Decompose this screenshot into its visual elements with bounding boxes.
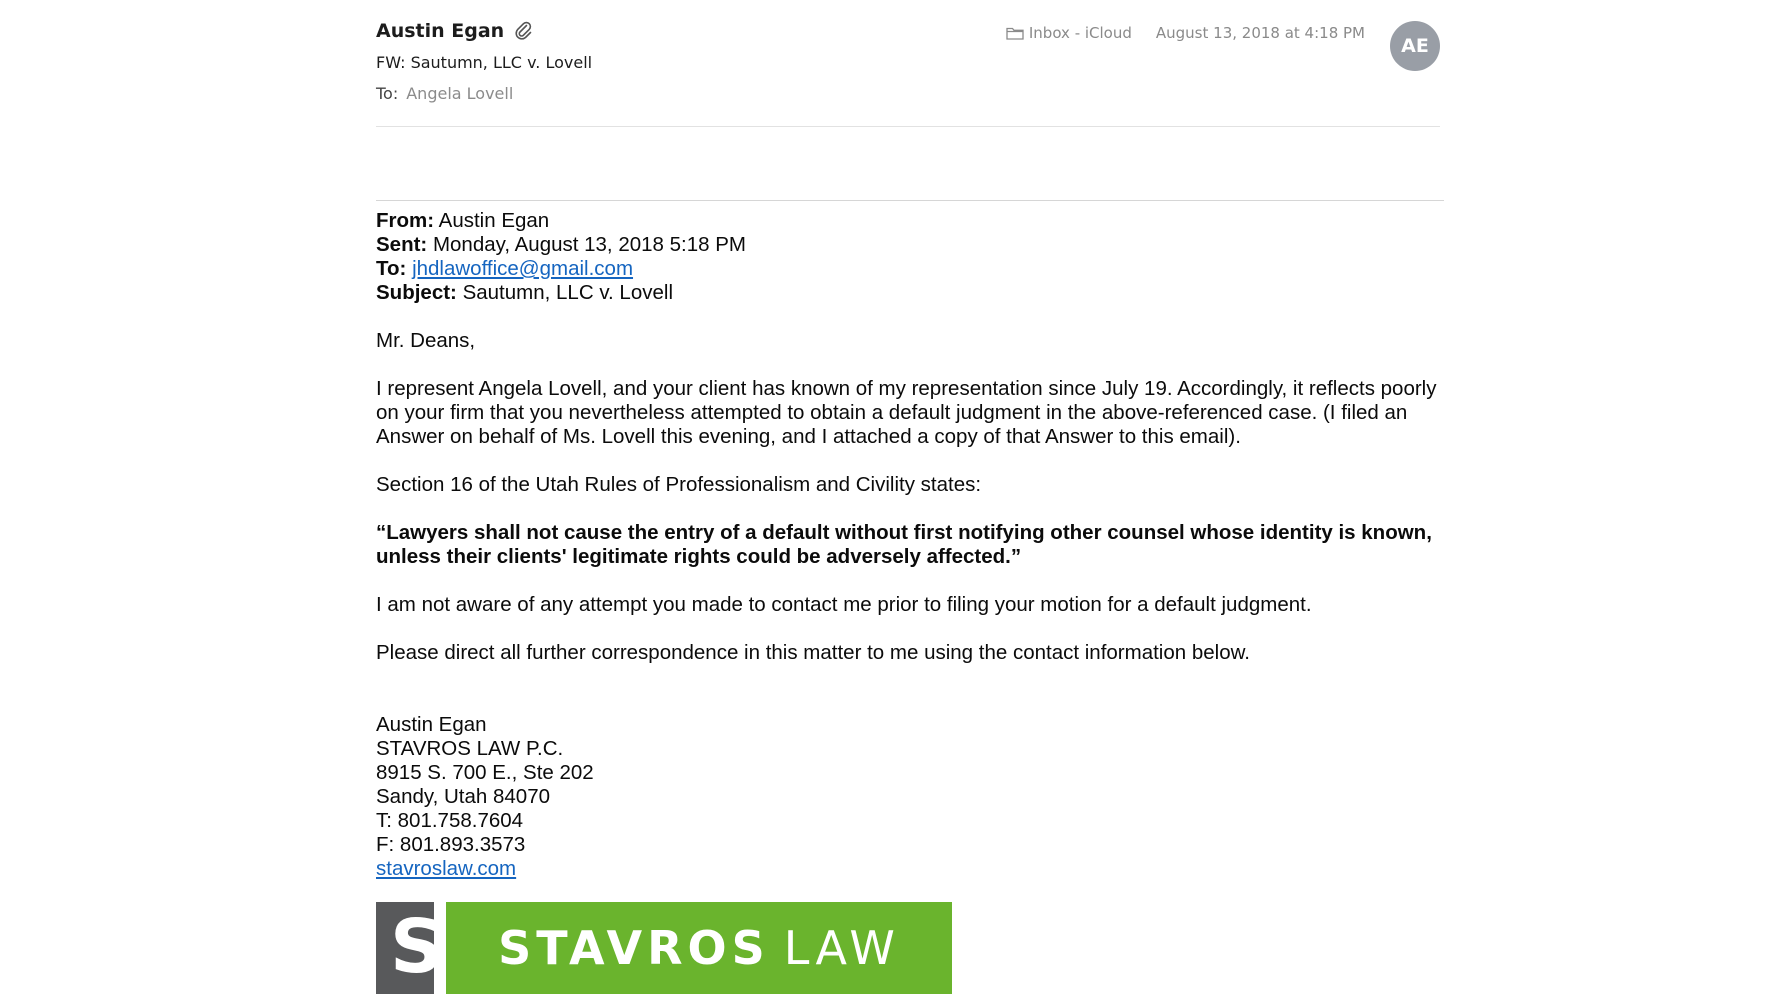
stavros-law-logo [376, 902, 952, 994]
sent-value: Monday, August 13, 2018 5:18 PM [427, 233, 746, 256]
website-link[interactable]: stavroslaw.com [376, 857, 517, 880]
forwarded-subject [376, 281, 1446, 305]
mailbox-label[interactable]: Inbox - iCloud [1028, 24, 1132, 42]
paperclip-icon[interactable] [514, 20, 532, 42]
message-header [376, 18, 1440, 127]
signature-firm: STAVROS LAW P.C. [376, 737, 564, 760]
recipient-name[interactable]: Angela Lovell [406, 84, 514, 103]
from-label: From: [376, 209, 435, 232]
forwarded-from [376, 209, 1446, 233]
sender-name[interactable]: Austin Egan [376, 20, 505, 42]
avatar[interactable]: AE [1390, 21, 1440, 71]
logo-word-stavros: STAVROS [498, 921, 770, 975]
forwarded-sent [376, 233, 1446, 257]
signature [376, 713, 1446, 881]
paragraph-3: I am not aware of any attempt you made to contact me prior to filing your motion for a default judgment. [376, 593, 1312, 616]
message-date: August 13, 2018 at 4:18 PM [1155, 24, 1365, 42]
subject-label: Subject: [376, 281, 457, 304]
logo-mark [376, 902, 444, 994]
message-subject: FW: Sautumn, LLC v. Lovell [376, 53, 593, 72]
signature-name: Austin Egan [376, 713, 487, 736]
recipient-line [376, 84, 513, 103]
divider [376, 200, 1444, 201]
forwarded-to [376, 257, 1446, 281]
paragraph-4: Please direct all further correspondence in this matter to me using the contact information below. [376, 641, 1250, 664]
logo-wordmark [446, 902, 952, 994]
paragraph-2: Section 16 of the Utah Rules of Professionalism and Civility states: [376, 473, 982, 496]
signature-address-line-1: 8915 S. 700 E., Ste 202 [376, 761, 594, 784]
signature-phone: T: 801.758.7604 [376, 809, 524, 832]
to-field-label: To: [376, 257, 407, 280]
message-body [376, 209, 1446, 881]
from-value: Austin Egan [434, 209, 550, 232]
quoted-rule: “Lawyers shall not cause the entry of a default without first notifying other counsel whose identity is known, unless their clients' legitimate rights could be adversely affected.” [376, 521, 1432, 568]
logo-word-law: LAW [783, 921, 900, 975]
subject-value: Sautumn, LLC v. Lovell [456, 281, 673, 304]
sent-label: Sent: [376, 233, 428, 256]
to-label: To: [376, 84, 399, 103]
greeting: Mr. Deans, [376, 329, 476, 352]
email-link[interactable]: jhdlawoffice@gmail.com [412, 257, 634, 280]
folder-icon [1006, 26, 1024, 40]
message-meta [1006, 24, 1365, 42]
signature-address-line-2: Sandy, Utah 84070 [376, 785, 550, 808]
signature-fax: F: 801.893.3573 [376, 833, 526, 856]
logo-mark-letter: S [390, 904, 444, 990]
forwarded-header [376, 209, 1446, 305]
paragraph-1: I represent Angela Lovell, and your client has known of my representation since July 19. Accordingly, it reflects poorly on your firm that you nevertheless attempted to obtain a default judgment in the above-referenced case. (I filed an Answer on behalf of Ms. Lovell this evening, and I attached a copy of that Answer to this email). [376, 377, 1437, 448]
